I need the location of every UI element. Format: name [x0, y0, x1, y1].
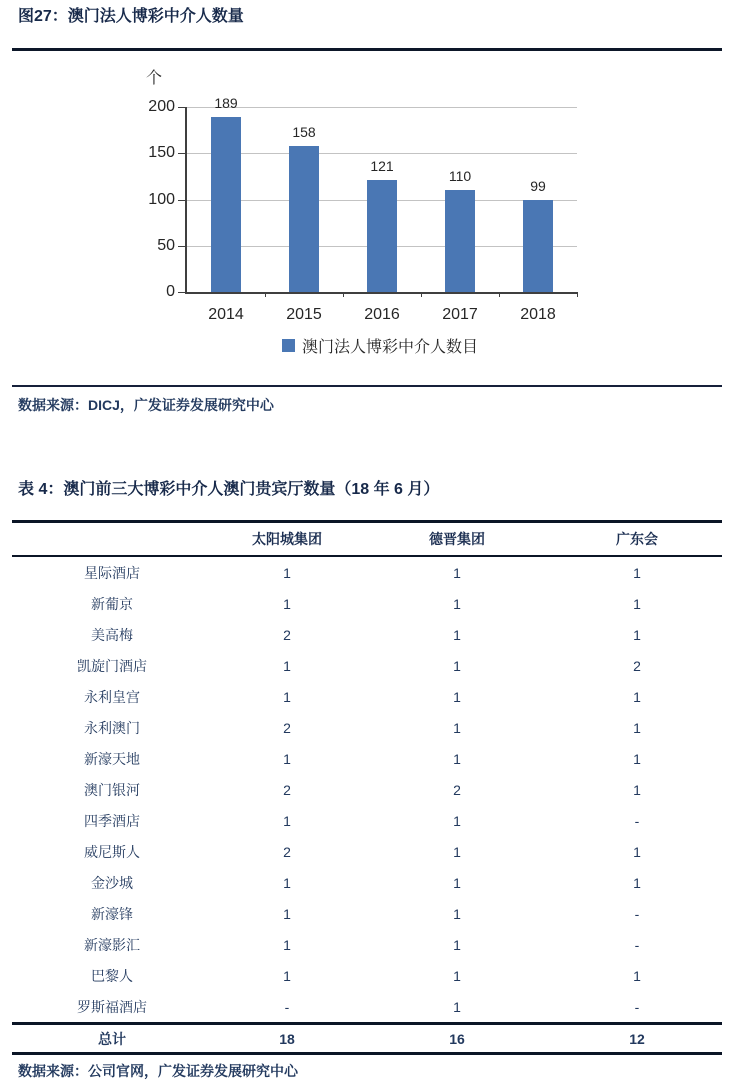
value-cell: 1	[633, 688, 641, 705]
table-row	[12, 836, 722, 867]
value-cell: 2	[633, 657, 641, 674]
value-cell: -	[634, 905, 640, 922]
venue-name-cell: 澳门银河	[84, 781, 140, 798]
x-axis-tick	[499, 292, 500, 297]
x-axis-tick-label: 2015	[286, 306, 322, 323]
chart-bar	[211, 117, 241, 292]
chart-bar	[523, 200, 553, 292]
venue-name-cell: 罗斯福酒店	[77, 998, 147, 1015]
table-row	[12, 650, 722, 681]
value-cell: -	[634, 812, 640, 829]
figure-title: 图27：澳门法人博彩中介人数量	[18, 8, 244, 25]
venue-name-cell: 金沙城	[91, 874, 133, 891]
y-axis-tick	[178, 246, 187, 247]
value-cell: 1	[453, 905, 461, 922]
table-title: 表 4：澳门前三大博彩中介人澳门贵宾厅数量（18 年 6 月）	[18, 481, 440, 498]
y-axis-tick-label: 0	[166, 283, 175, 300]
macau-intermediaries-bar-chart	[0, 51, 736, 356]
y-axis-tick-label: 200	[148, 98, 175, 115]
figure27-section	[0, 4, 736, 415]
bar-value-label: 189	[214, 95, 238, 111]
total-value-cell: 18	[212, 1024, 362, 1054]
value-cell: 1	[283, 936, 291, 953]
value-cell: 1	[453, 936, 461, 953]
chart-bar	[445, 190, 475, 292]
table-row	[12, 867, 722, 898]
table-row	[12, 619, 722, 650]
value-cell: 1	[283, 874, 291, 891]
gridline	[187, 153, 577, 154]
value-cell: 1	[633, 874, 641, 891]
y-axis-tick	[178, 200, 187, 201]
table-header-row	[12, 522, 722, 557]
table-source: 数据来源：公司官网，广发证券发展研究中心	[18, 1063, 298, 1079]
value-cell: 2	[283, 626, 291, 643]
value-cell: 1	[453, 595, 461, 612]
value-cell: 2	[453, 781, 461, 798]
venue-name-cell: 威尼斯人	[84, 843, 140, 860]
venue-name-cell: 凯旋门酒店	[77, 657, 147, 674]
value-cell: 1	[633, 626, 641, 643]
x-axis-tick-label: 2014	[208, 306, 244, 323]
venue-name-cell: 永利皇宫	[84, 688, 140, 705]
column-header: 太阳城集团	[212, 522, 362, 557]
x-axis-tick-label: 2016	[364, 306, 400, 323]
value-cell: 1	[453, 967, 461, 984]
venue-name-cell: 新濠影汇	[84, 936, 140, 953]
venue-name-cell: 新濠天地	[84, 750, 140, 767]
venue-name-cell: 新濠锋	[91, 905, 133, 922]
value-cell: 1	[283, 688, 291, 705]
chart-bar	[289, 146, 319, 292]
value-cell: 1	[453, 998, 461, 1015]
value-cell: 1	[453, 812, 461, 829]
chart-legend	[185, 334, 575, 357]
value-cell: 1	[633, 719, 641, 736]
venue-name-cell: 美高梅	[91, 626, 133, 643]
x-axis-tick	[343, 292, 344, 297]
value-cell: 1	[633, 967, 641, 984]
legend-color-swatch	[282, 339, 295, 352]
total-value-cell: 12	[552, 1024, 722, 1054]
value-cell: 1	[453, 719, 461, 736]
value-cell: 1	[283, 905, 291, 922]
x-axis-tick	[265, 292, 266, 297]
value-cell: 1	[633, 843, 641, 860]
y-axis-tick	[178, 153, 187, 154]
bar-value-label: 158	[292, 124, 316, 140]
value-cell: 1	[283, 564, 291, 581]
table-row	[12, 588, 722, 619]
table-row	[12, 712, 722, 743]
table-row	[12, 681, 722, 712]
column-header	[12, 522, 212, 557]
x-axis-tick	[421, 292, 422, 297]
value-cell: 1	[633, 750, 641, 767]
column-header: 德晋集团	[362, 522, 552, 557]
y-axis-tick-label: 50	[157, 236, 175, 254]
value-cell: 1	[453, 750, 461, 767]
table4-section	[0, 477, 736, 1081]
y-axis-tick	[178, 292, 187, 293]
vip-rooms-table	[12, 520, 722, 1055]
legend-series-label: 澳门法人博彩中介人数目	[301, 339, 478, 356]
bar-value-label: 121	[370, 158, 394, 174]
total-label-cell: 总计	[12, 1024, 212, 1054]
table-total-row	[12, 1024, 722, 1054]
value-cell: 1	[283, 967, 291, 984]
figure-bottom-rule	[12, 385, 722, 387]
table-row	[12, 805, 722, 836]
y-axis-tick-label: 100	[148, 190, 175, 208]
value-cell: 1	[453, 564, 461, 581]
table-row	[12, 929, 722, 960]
value-cell: 1	[633, 595, 641, 612]
venue-name-cell: 星际酒店	[84, 564, 140, 581]
y-axis-tick-label: 150	[148, 144, 175, 162]
column-header: 广东会	[552, 522, 722, 557]
table-row	[12, 556, 722, 588]
value-cell: 1	[453, 626, 461, 643]
total-value-cell: 16	[362, 1024, 552, 1054]
value-cell: 2	[283, 781, 291, 798]
value-cell: 1	[633, 564, 641, 581]
y-axis-unit-label: 个	[146, 70, 163, 87]
value-cell: 1	[453, 874, 461, 891]
venue-name-cell: 四季酒店	[84, 812, 140, 829]
chart-plot-area	[148, 95, 577, 323]
value-cell: 1	[453, 657, 461, 674]
table-row	[12, 991, 722, 1024]
figure-source: 数据来源：DICJ，广发证券发展研究中心	[18, 397, 274, 413]
venue-name-cell: 巴黎人	[91, 967, 133, 984]
table-row	[12, 743, 722, 774]
y-axis-tick	[178, 107, 187, 108]
value-cell: -	[634, 936, 640, 953]
value-cell: 1	[283, 657, 291, 674]
chart-bar	[367, 180, 397, 292]
bar-value-label: 99	[530, 178, 546, 194]
x-axis-tick-label: 2017	[442, 306, 478, 323]
value-cell: -	[634, 998, 640, 1015]
value-cell: 2	[283, 719, 291, 736]
value-cell: 1	[453, 688, 461, 705]
value-cell: 2	[283, 843, 291, 860]
venue-name-cell: 新葡京	[91, 595, 133, 612]
value-cell: 1	[283, 812, 291, 829]
value-cell: 1	[633, 781, 641, 798]
bar-value-label: 110	[448, 168, 472, 184]
value-cell: 1	[283, 595, 291, 612]
venue-name-cell: 永利澳门	[84, 719, 140, 736]
value-cell: 1	[283, 750, 291, 767]
value-cell: -	[284, 998, 290, 1015]
x-axis-tick-label: 2018	[520, 306, 556, 323]
table-row	[12, 960, 722, 991]
table-row	[12, 898, 722, 929]
table-row	[12, 774, 722, 805]
value-cell: 1	[453, 843, 461, 860]
x-axis-tick	[577, 292, 578, 297]
